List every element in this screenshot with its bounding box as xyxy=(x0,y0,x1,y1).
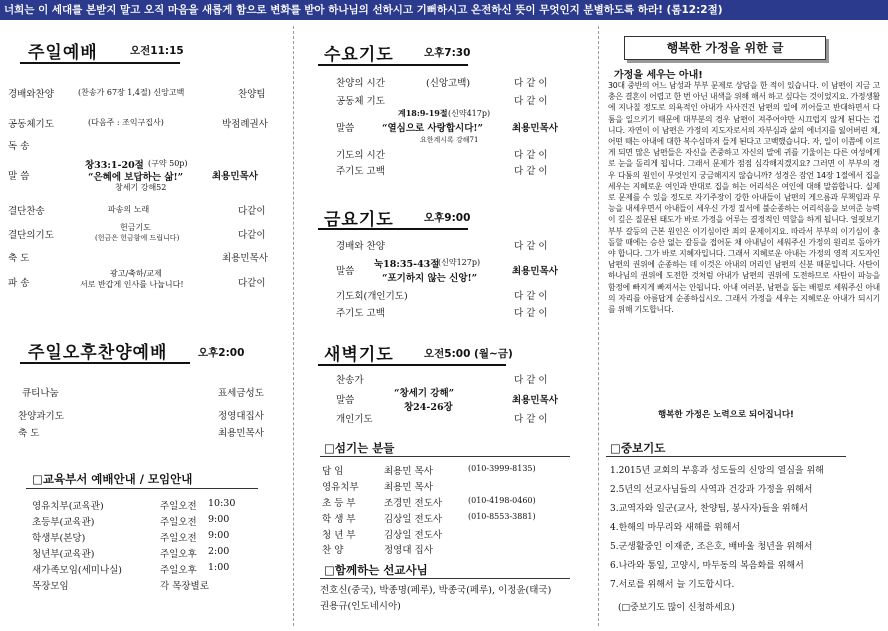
row-right: 표세금성도 xyxy=(218,388,264,399)
row-right: 정영대집사 xyxy=(218,411,264,422)
family-title-box xyxy=(624,36,826,60)
title-underline xyxy=(318,64,468,66)
edu-name: 청년부(교육관) xyxy=(32,549,95,560)
sermon-ref-note: (구약 50p) xyxy=(148,159,188,168)
prayer-footer: (□중보기도 많이 신청하세요) xyxy=(618,603,735,613)
servant-role: 찬 양 xyxy=(322,545,344,556)
edu-day: 주일오전 xyxy=(160,501,197,512)
sermon-ref: 창24-26장 xyxy=(404,402,453,413)
offering-note: (헌금은 헌금함에 드립니다) xyxy=(95,234,180,242)
row-label: 기도의 시간 xyxy=(336,150,385,161)
row-label: 경배와찬양 xyxy=(8,89,54,100)
dawn-time: 오전5:00 (월~금) xyxy=(424,348,513,360)
family-body: 30대 중반의 어느 남성과 부부 문제로 상담을 한 적이 있습니다. 이 남편이 지금 고충은 결혼이 어렵고 한 번 아닌 내색을 위해 해서 하고 싶다는 것이었지요. 가정생활에 지나칠 정도로 의욕적인 아내가 사사건건 남편의 일에 끼어들고 반대하면서 다툼을 일으키기 때문에 대부분의 경우 남편이 져주어야만 시끄럽지 않게 된다는 겁니다. 자연이 이 남편은 가정의 지도자로서의 자부심과 삶의 에너지를 잃어버린 채, 어떤 때는 아내에 대한 복수심마저 들게 된다고 고백했습니다. 자, 일이 이쯤에 이르게 되면 많은 남편들은 자신을 존중하고 자신의 말에 귀를 기울이는 다른 여성에게로 눈을 돌리게 됩니다. 그래서 문제가 점점 심각해지겠지요? 그러면 이 부부의 경우 다툼의 원인이 무엇인지 궁금해지지 않습니까? 성경은 잠언 14장 1절에서 집을 세우는 지혜로운 여인과 반대로 집을 허는 어리석은 여인에 대해 말씀합니다. 실제로 문제를 수 있을 정도로 자기주장이 강한 아내들이 남편의 게으름과 무책임과 무능을 내세우면서 아내들이 세우신 가정 질서에 불순종하는 어리석음을 보여준 능력이 깊은 질문된 태도가 바로 가정을 어루는 결정적인 역할을 하게 됩니다. 얼핏보기 부부 갈등의 근본 원인은 이기심이란 죄의 문제이지요. 따라서 부부의 이기심이 충돌할 때에는 승산 없는 갈등을 접어둔 채 아내님이 세워주신 가정의 원리로 돌아가야 합니다. 그가 바로 지혜자입니다. 그래서 지혜로운 아내는 가정의 영적 지도자인 남편의 권위에 순종하는 데 이것은 아내의 머리인 남편의 신분 때문입니다. 사탄이 하나님의 권위에 도전한 것처럼 아내가 남편의 권위에 도전하므로 사탄이 파능을 함정에 빠지게 빠져서는 안됩니다. 아내 여러분, 남편을 돕는 배필로 세워주신 아내의 자리를 아름답게 순종하십시오. 그래서 가정을 세우는 지혜로운 아내가 되시기를 위해 기도합니다. xyxy=(608,81,880,315)
family-title: 행복한 가정을 위한 글 xyxy=(666,41,784,55)
row-label: 축 도 xyxy=(8,253,30,264)
row-right: 최용민목사 xyxy=(212,171,258,182)
row-right: 다 같 이 xyxy=(514,166,548,177)
row-middle: (찬송가 67장 1,4절) 신앙고백 xyxy=(78,88,185,97)
sermon-title: “은혜에 보답하는 삶!” xyxy=(88,172,184,183)
servant-name: 최용민 목사 xyxy=(384,466,433,477)
row-right: 최용민목사 xyxy=(512,123,558,134)
edu-name: 학생부(본당) xyxy=(32,533,86,544)
column-middle xyxy=(296,20,596,631)
row-label: 결단찬송 xyxy=(8,206,45,217)
row-label: 경배와 찬양 xyxy=(336,241,385,252)
missionaries-title: □함께하는 선교사님 xyxy=(324,563,428,577)
missionaries-line2: 권용규(인도네시아) xyxy=(320,601,401,612)
row-right: 다같이 xyxy=(238,206,266,217)
row-middle: (다음주 : 조익구집사) xyxy=(88,118,164,127)
sermon-title: “열심으로 사랑합시다!” xyxy=(382,123,483,134)
banner-verse: 너희는 이 세대를 본받지 말고 오직 마음을 새롭게 함으로 변화를 받아 하나님의 선하시고 기뻐하시고 온전하신 뜻이 무엇인지 분별하도록 하라! (롬12:2절) xyxy=(0,0,888,20)
row-label: 말씀 xyxy=(336,266,355,277)
row-right: 다 같 이 xyxy=(514,308,548,319)
servant-name: 최용민 목사 xyxy=(384,482,433,493)
edu-day: 주일오후 xyxy=(160,565,197,576)
row-right: 다같이 xyxy=(238,230,266,241)
row-right: 다 같 이 xyxy=(514,241,548,252)
family-closing: 행복한 가정은 노력으로 되어집니다! xyxy=(658,410,794,420)
send-note: 서로 반갑게 인사를 나눕니다! xyxy=(80,280,184,289)
prayer-item: 7.서로를 위해서 늘 기도합시다. xyxy=(610,580,735,590)
sermon-series: 요한계시록 강해71 xyxy=(420,136,479,144)
servant-role: 학 생 부 xyxy=(322,514,356,525)
servant-name: 조경민 전도사 xyxy=(384,498,443,509)
servant-name: 김상일 전도사 xyxy=(384,530,443,541)
row-label: 찬양의 시간 xyxy=(336,78,385,89)
prayer-item: 3.교역자와 일군(교사, 찬양팀, 봉사자)들을 위해서 xyxy=(610,504,808,514)
row-middle: (신앙고백) xyxy=(426,78,471,89)
row-middle: 광고/축하/교제 xyxy=(110,269,162,278)
edu-day: 각 목장별로 xyxy=(160,581,209,592)
column-right xyxy=(596,20,888,631)
title-underline xyxy=(20,62,180,64)
row-right: 다 같 이 xyxy=(514,291,548,302)
edu-name: 영유치부(교육관) xyxy=(32,501,104,512)
dawn-title: 새벽기도 xyxy=(324,345,394,365)
edu-day: 주일오전 xyxy=(160,533,197,544)
sunday-pm-time: 오후2:00 xyxy=(198,347,245,359)
title-underline xyxy=(318,228,468,230)
wed-title: 수요기도 xyxy=(324,45,394,65)
prayer-item: 6.나라와 통일, 고양시, 마두동의 복음화를 위해서 xyxy=(610,561,804,571)
row-label: 말 씀 xyxy=(8,171,30,182)
row-right: 다 같 이 xyxy=(514,78,548,89)
row-label: 말씀 xyxy=(336,123,355,134)
sermon-ref: 눅18:35-43절 xyxy=(374,259,440,270)
section-rule xyxy=(606,456,846,457)
prayer-item: 1.2015년 교회의 부흥과 성도들의 신앙의 열심을 위해 xyxy=(610,466,824,476)
prayer-title: □중보기도 xyxy=(610,441,666,455)
servant-role: 영유치부 xyxy=(322,482,359,493)
row-right: 박점례권사 xyxy=(222,119,268,130)
sermon-title: “포기하지 않는 신앙!” xyxy=(382,273,478,284)
section-rule xyxy=(320,578,570,579)
row-right: 다 같 이 xyxy=(514,414,548,425)
edu-name: 새가족모임(세미나실) xyxy=(32,565,123,576)
row-label: 독 송 xyxy=(8,141,30,152)
servant-role: 청 년 부 xyxy=(322,530,356,541)
servant-name: 정영대 집사 xyxy=(384,545,433,556)
edu-time: 1:00 xyxy=(208,562,230,573)
sunday-title: 주일예배 xyxy=(28,43,98,63)
row-right: 최용민목사 xyxy=(218,428,264,439)
servant-phone: (010-4198-0460) xyxy=(468,496,536,505)
edu-time: 9:00 xyxy=(208,514,230,525)
row-label: 파 송 xyxy=(8,278,30,289)
wed-time: 오후7:30 xyxy=(424,47,471,59)
edu-day: 주일오전 xyxy=(160,517,197,528)
row-middle: 헌금기도 xyxy=(120,223,151,232)
edu-name: 목장모임 xyxy=(32,581,69,592)
family-subtitle: 가정을 세우는 아내! xyxy=(614,70,703,81)
servant-role: 담 임 xyxy=(322,466,344,477)
sermon-ref-note: (신약417p) xyxy=(448,109,491,118)
row-right: 다 같 이 xyxy=(514,375,548,386)
sermon-series: 창세기 강해52 xyxy=(115,183,167,192)
edu-time: 9:00 xyxy=(208,530,230,541)
row-label: 말씀 xyxy=(336,395,355,406)
edu-title: □교육부서 예배안내 / 모임안내 xyxy=(32,472,193,486)
title-underline xyxy=(318,364,506,366)
row-right: 최용민목사 xyxy=(512,395,558,406)
fri-title: 금요기도 xyxy=(324,210,394,230)
prayer-item: 4.한해의 마무리와 새해를 위해서 xyxy=(610,523,741,533)
row-label: 결단의기도 xyxy=(8,230,54,241)
missionaries-line1: 전호신(중국), 박종명(페루), 박종국(페루), 이정윤(태국) xyxy=(320,585,552,596)
fri-time: 오후9:00 xyxy=(424,212,471,224)
row-label: 찬양과기도 xyxy=(18,411,64,422)
servant-phone: (010-8553-3881) xyxy=(468,512,536,521)
sunday-time: 오전11:15 xyxy=(130,45,184,57)
servants-title: □섬기는 분들 xyxy=(324,441,395,455)
row-right: 최용민목사 xyxy=(222,253,268,264)
row-right: 찬양팀 xyxy=(238,89,266,100)
sermon-ref-note: (신약127p) xyxy=(438,258,481,267)
row-label: 주기도 고백 xyxy=(336,308,385,319)
row-label: 주기도 고백 xyxy=(336,166,385,177)
servant-phone: (010-3999-8135) xyxy=(468,464,536,473)
edu-time: 2:00 xyxy=(208,546,230,557)
section-rule xyxy=(320,456,570,457)
sunday-pm-title: 주일오후찬양예배 xyxy=(28,343,168,363)
row-label: 공동체기도 xyxy=(8,119,54,130)
sermon-title: “창세기 강해” xyxy=(394,388,455,399)
servant-role: 초 등 부 xyxy=(322,498,356,509)
row-label: 찬송가 xyxy=(336,375,364,386)
prayer-item: 5.군생활중인 이재준, 조은호, 배바울 청년을 위해서 xyxy=(610,542,813,552)
edu-day: 주일오후 xyxy=(160,549,197,560)
column-left xyxy=(0,20,292,631)
row-right: 다같이 xyxy=(238,278,266,289)
edu-name: 초등부(교육관) xyxy=(32,517,95,528)
row-label: 개인기도 xyxy=(336,414,373,425)
row-label: 공동체 기도 xyxy=(336,96,385,107)
row-right: 다 같 이 xyxy=(514,96,548,107)
row-right: 최용민목사 xyxy=(512,266,558,277)
edu-time: 10:30 xyxy=(208,498,236,509)
row-label: 큐티나눔 xyxy=(22,388,59,399)
row-middle: 파송의 노래 xyxy=(108,205,150,214)
section-rule xyxy=(26,488,258,489)
row-label: 기도회(개인기도) xyxy=(336,291,408,302)
row-label: 축 도 xyxy=(18,428,40,439)
prayer-item: 2.5년의 선교사님들의 사역과 건강과 가정을 위해서 xyxy=(610,485,813,495)
sermon-ref: 창33:1-20절 xyxy=(85,160,144,171)
title-underline xyxy=(20,362,190,364)
column-divider xyxy=(293,26,295,626)
servant-name: 김상일 전도사 xyxy=(384,514,443,525)
row-right: 다 같 이 xyxy=(514,150,548,161)
sermon-ref: 계18:9-19절 xyxy=(398,108,448,118)
